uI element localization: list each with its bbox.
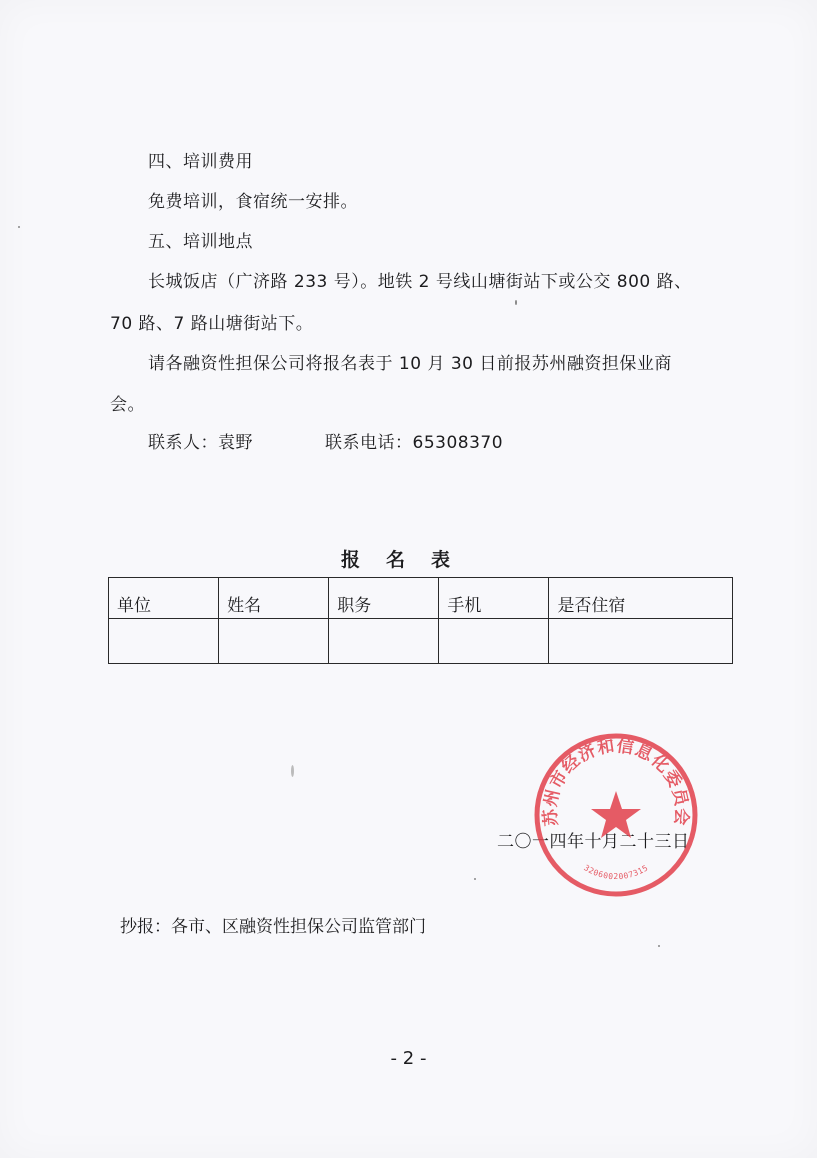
- seal-code: 3206002007315: [582, 863, 650, 882]
- header-cell-name: 姓名: [219, 578, 329, 619]
- header-cell-unit: 单位: [109, 578, 219, 619]
- header-cell-lodging: 是否住宿: [549, 578, 733, 619]
- section4-heading: 四、培训费用: [148, 152, 253, 172]
- registration-table: [108, 577, 733, 664]
- contact-phone: 联系电话：65308370: [325, 433, 504, 453]
- scan-speck: [474, 878, 476, 880]
- header-cell-position: 职务: [329, 578, 439, 619]
- location-line-1: 长城饭店（广济路 233 号）。地铁 2 号线山塘街站下或公交 800 路、: [148, 272, 692, 292]
- scan-speck: [658, 945, 660, 947]
- table-cell: [109, 619, 219, 664]
- seal-text: 苏州市经济和信息化委员会: [540, 736, 692, 827]
- form-title: 报名表: [340, 549, 476, 571]
- scan-speck: [515, 300, 517, 305]
- scan-speck: [291, 765, 294, 777]
- page-number: - 2 -: [390, 1048, 427, 1069]
- table-cell: [219, 619, 329, 664]
- svg-text:3206002007315: [582, 863, 650, 881]
- official-seal-icon: [532, 731, 700, 899]
- register-line-2: 会。: [110, 395, 145, 415]
- table-header-row: [109, 578, 733, 619]
- scan-speck: [18, 226, 20, 228]
- contact-person: 联系人：袁野: [148, 433, 253, 453]
- issue-date: 二〇一四年十月二十三日: [497, 832, 690, 852]
- table-row: [109, 619, 733, 664]
- table-cell: [439, 619, 549, 664]
- section5-heading: 五、培训地点: [148, 232, 253, 252]
- table-cell: [329, 619, 439, 664]
- location-line-2: 70 路、7 路山塘街站下。: [110, 314, 314, 334]
- table-cell: [549, 619, 733, 664]
- header-cell-mobile: 手机: [439, 578, 549, 619]
- cc-recipients: 抄报：各市、区融资性担保公司监管部门: [120, 917, 426, 937]
- register-line-1: 请各融资性担保公司将报名表于 10 月 30 日前报苏州融资担保业商: [148, 354, 672, 374]
- section4-text: 免费培训，食宿统一安排。: [148, 192, 358, 212]
